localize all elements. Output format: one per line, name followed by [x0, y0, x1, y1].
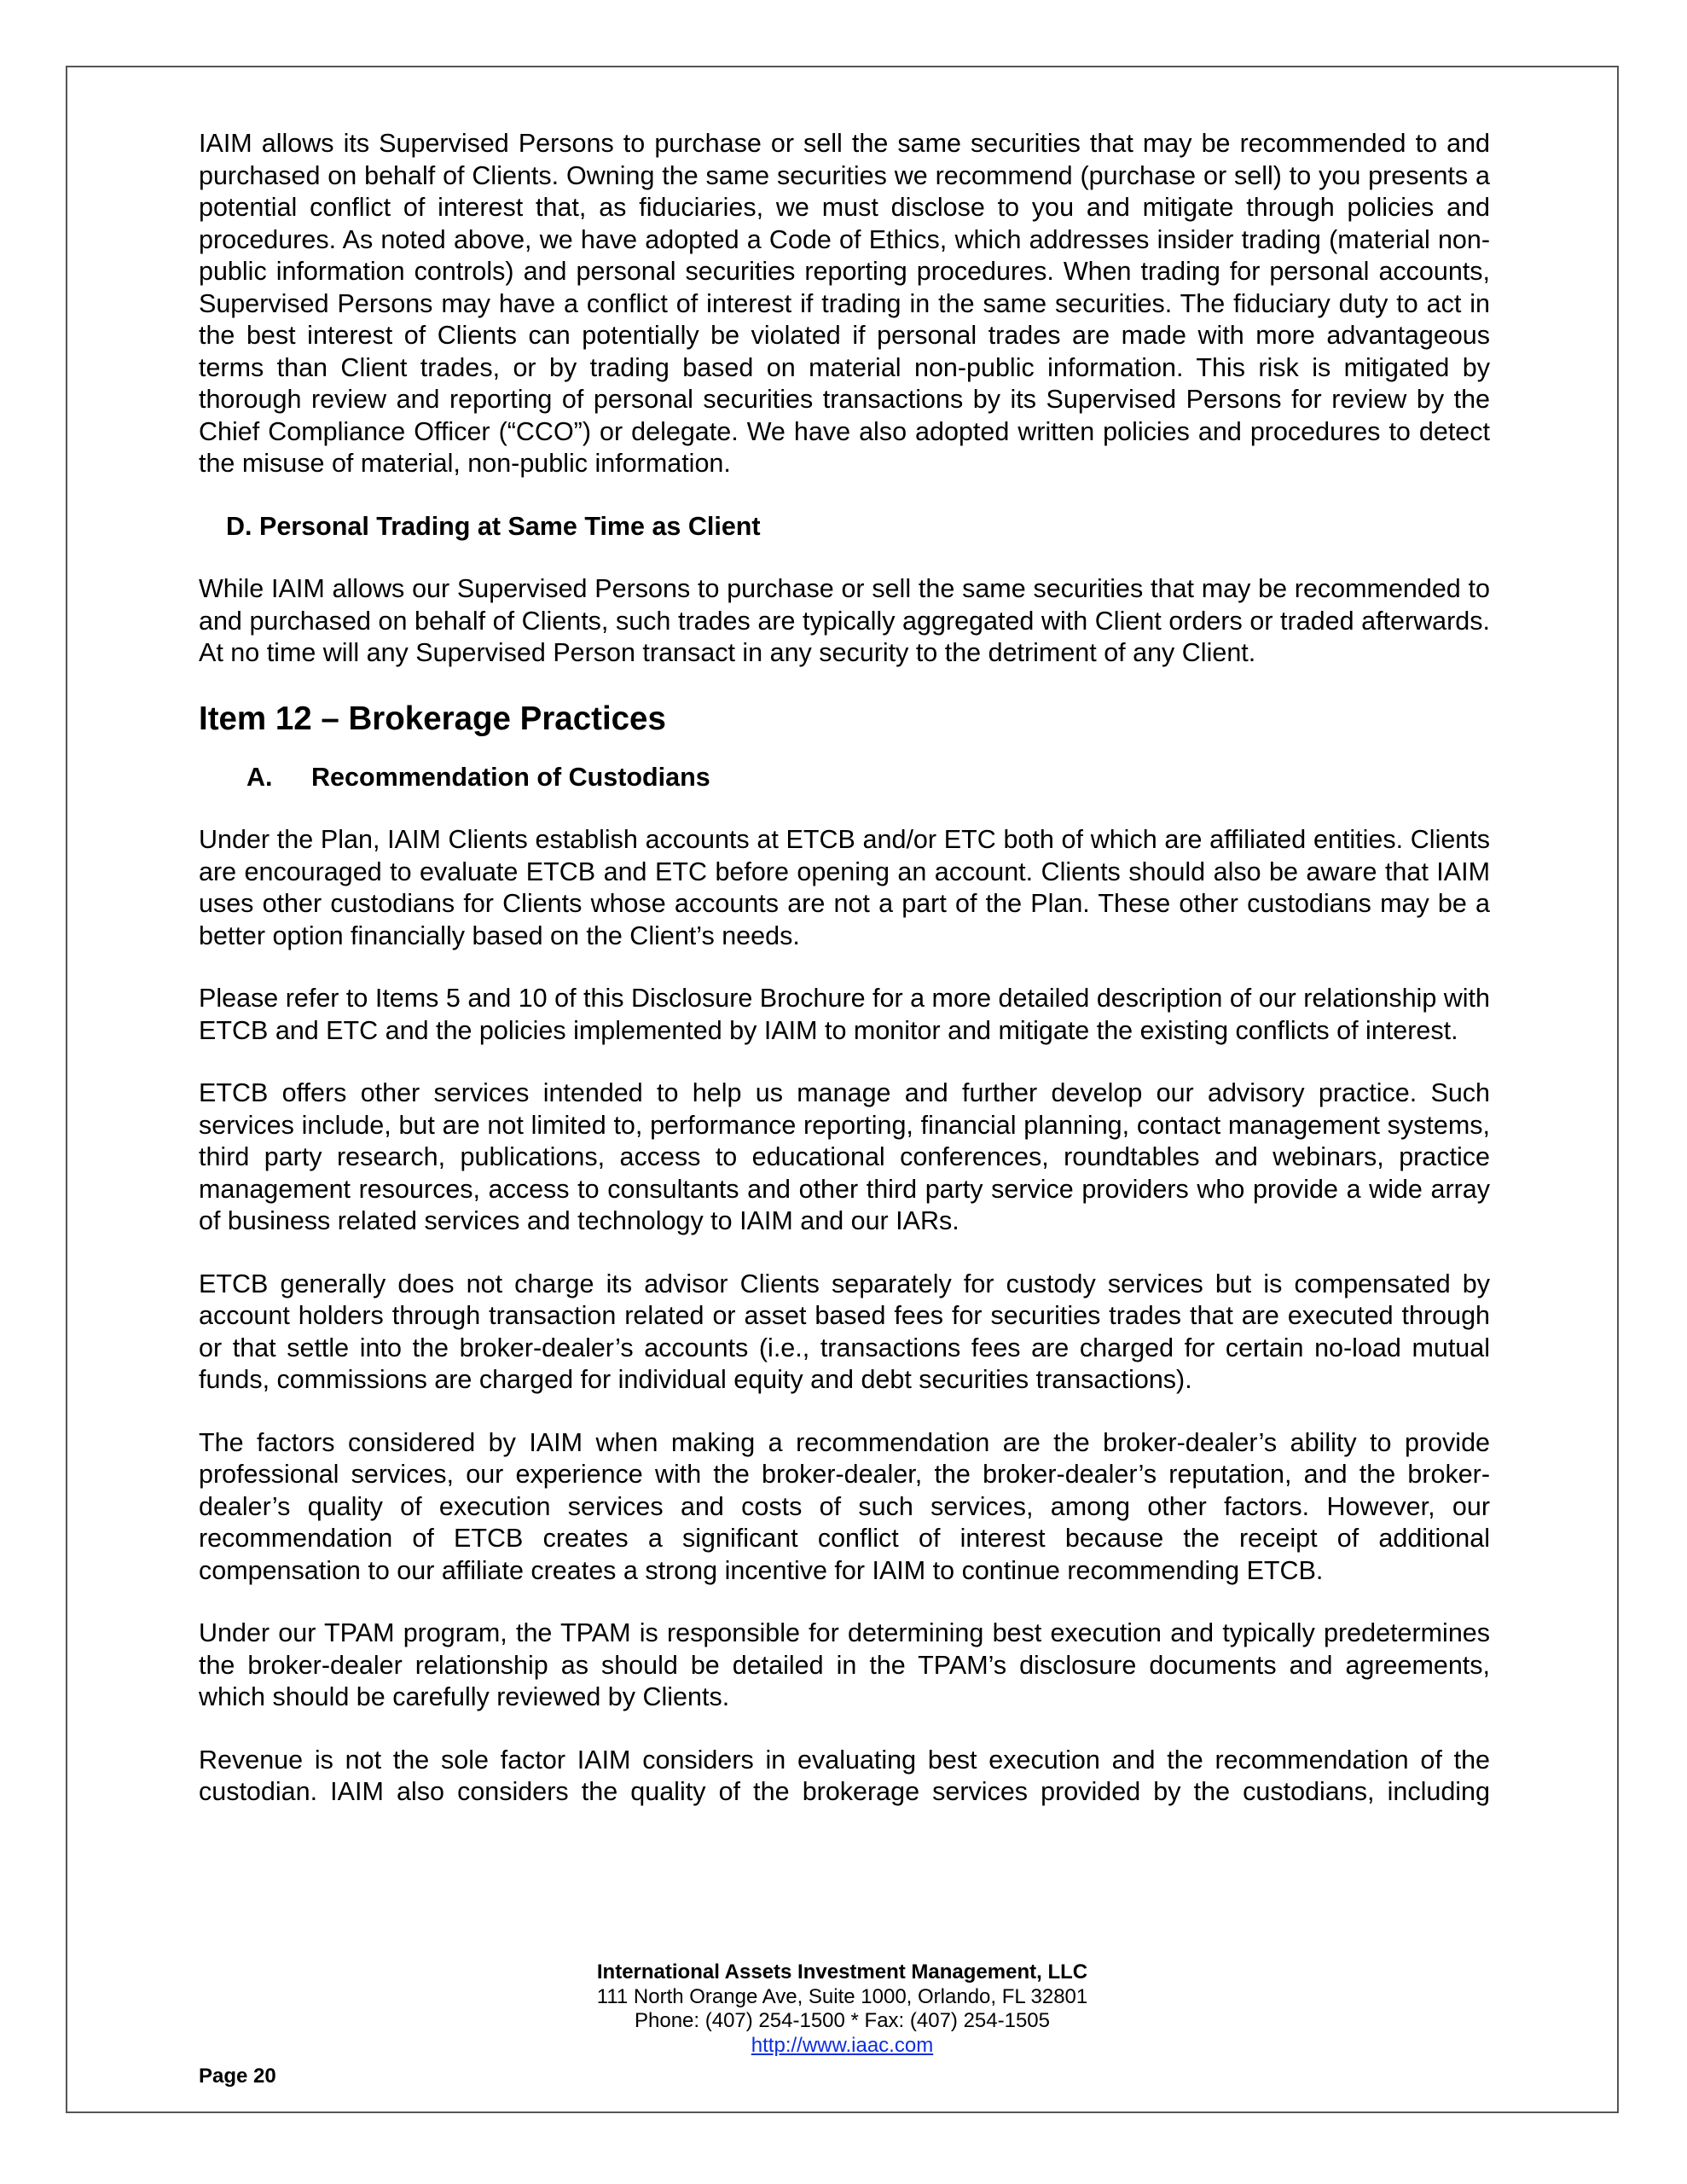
- section-d-heading: D. Personal Trading at Same Time as Client: [226, 511, 761, 541]
- paragraph-tpam-program: Under our TPAM program, the TPAM is responsible for determining best execution and typically predetermines the broker-dealer relationship as should be detailed in the TPAM’s disclosure documents and agreements, which should be carefully reviewed by Clients.: [199, 1618, 1490, 1711]
- page-number: Page 20: [199, 2065, 276, 2088]
- subsection-a-title: Recommendation of Custodians: [311, 762, 710, 792]
- footer-address: 111 North Orange Ave, Suite 1000, Orlando, FL 32801: [596, 1984, 1088, 2008]
- paragraph-refer-items: Please refer to Items 5 and 10 of this Disclosure Brochure for a more detailed description of our relationship with ETCB and ETC and the policies implemented by IAIM to monitor and mitigate the existing conflicts of interest.: [199, 984, 1490, 1045]
- footer-company-name: International Assets Investment Management, LLC: [596, 1960, 1088, 1984]
- paragraph-revenue-factor: Revenue is not the sole factor IAIM considers in evaluating best execution and the recommendation of the custodian. IAIM also considers the quality of the brokerage services provided by the custodians, including: [199, 1745, 1490, 1806]
- paragraph-etcb-services: ETCB offers other services intended to help us manage and further develop our advisory practice. Such services include, but are not limited to, performance reporting, financial planning, contact management systems, third party research, publications, access to educational conferences, roundtables and webinars, practice management resources, access to consultants and other third party service providers who provide a wide array of business related services and technology to IAIM and our IARs.: [199, 1078, 1490, 1235]
- paragraph-personal-trading: While IAIM allows our Supervised Persons to purchase or sell the same securities that may be recommended to and purchased on behalf of Clients, such trades are typically aggregated with Client orders or traded afterwards. At no time will any Supervised Person transact in any security to the detriment of any Client.: [199, 574, 1490, 667]
- paragraph-plan-custodians: Under the Plan, IAIM Clients establish accounts at ETCB and/or ETC both of which are affiliated entities. Clients are encouraged to evaluate ETCB and ETC before opening an account. Clients should also be aware that IAIM uses other custodians for Clients whose accounts are not a part of the Plan. These other custodians may be a better option financially based on the Client’s needs.: [199, 825, 1490, 950]
- footer-phone-fax: Phone: (407) 254-1500 * Fax: (407) 254-1505: [635, 2009, 1050, 2032]
- paragraph-personal-securities: IAIM allows its Supervised Persons to purchase or sell the same securities that may be recommended to and purchased on behalf of Clients. Owning the same securities we recommend (purchase or sell) to you presents a potential conflict of interest that, as fiduciaries, we must disclose to you and mitigate through policies and procedures. As noted above, we have adopted a Code of Ethics, which addresses insider trading (material non-public information controls) and personal securities reporting procedures. When trading for personal accounts, Supervised Persons may have a conflict of interest if trading in the same securities. The fiduciary duty to act in the best interest of Clients can potentially be violated if personal trades are made with more advantageous terms than Client trades, or by trading based on material non-public information. This risk is mitigated by thorough review and reporting of personal securities transactions by its Supervised Persons for review by the Chief Compliance Officer (“CCO”) or delegate. We have also adopted written policies and procedures to detect the misuse of material, non-public information.: [199, 129, 1490, 478]
- paragraph-etcb-compensation: ETCB generally does not charge its advisor Clients separately for custody services but is compensated by account holders through transaction related or asset based fees for securities trades that are executed through or that settle into the broker-dealer’s accounts (i.e., transactions fees are charged for certain no-load mutual funds, commissions are charged for individual equity and debt securities transactions).: [199, 1269, 1490, 1394]
- page-footer: [66, 1960, 1619, 2058]
- paragraph-recommendation-factors: The factors considered by IAIM when making a recommendation are the broker-dealer’s ability to provide professional services, our experience with the broker-dealer, the broker-dealer’s reputation, and the broker-dealer’s quality of execution services and costs of such services, among other factors. However, our recommendation of ETCB creates a significant conflict of interest because the receipt of additional compensation to our affiliate creates a strong incentive for IAIM to continue recommending ETCB.: [199, 1427, 1490, 1585]
- footer-website-link[interactable]: http://www.iaac.com: [751, 2033, 934, 2057]
- document-body: [199, 128, 1490, 1839]
- item-12-heading: Item 12 – Brokerage Practices: [199, 700, 666, 737]
- subsection-a-heading: [246, 762, 1490, 794]
- subsection-a-letter: A.: [246, 762, 273, 792]
